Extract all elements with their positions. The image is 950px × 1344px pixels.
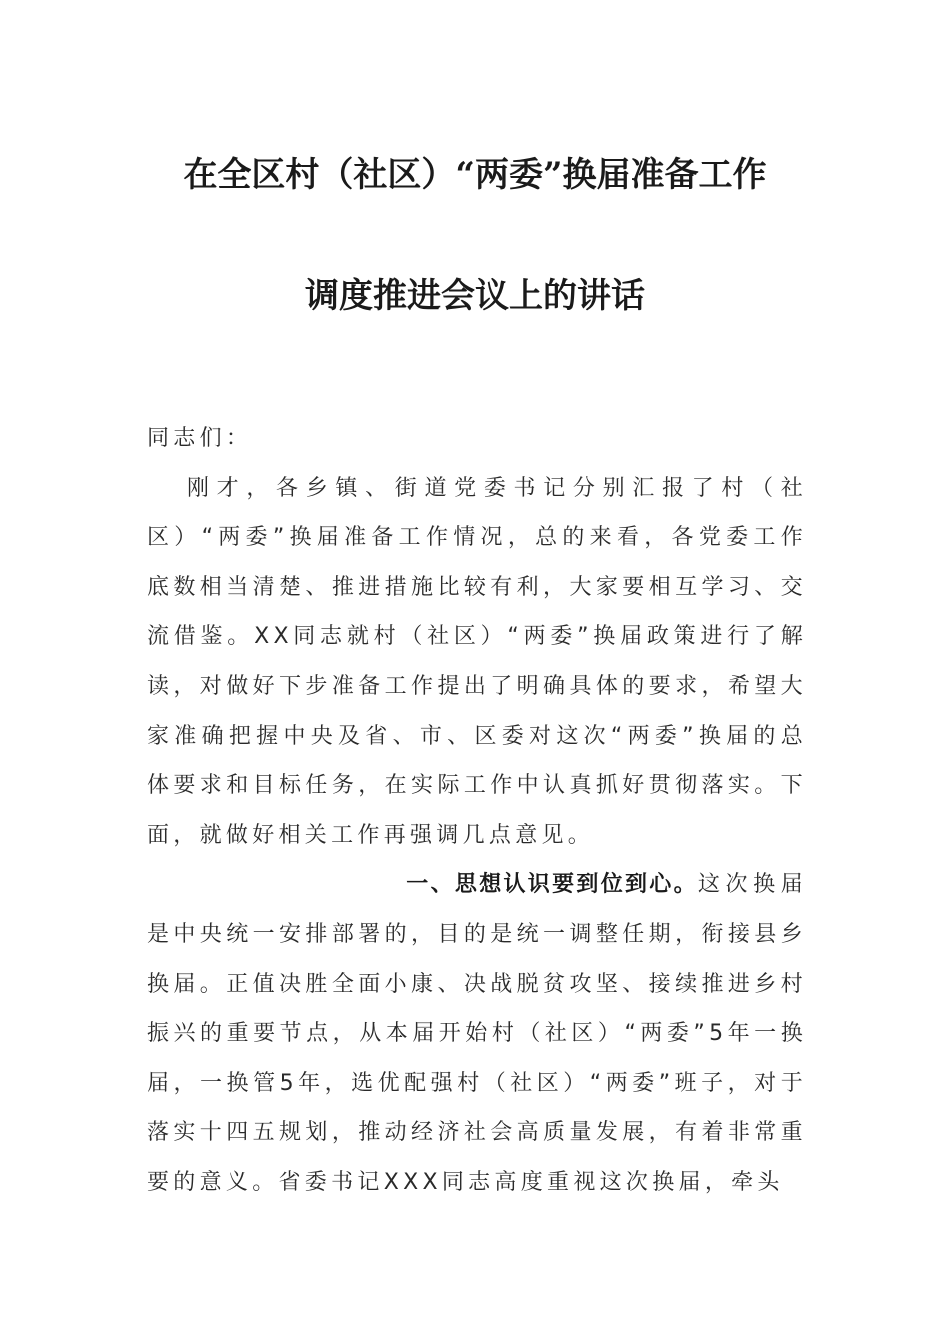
document-title-line-2: 调度推进会议上的讲话 xyxy=(305,276,645,316)
salutation: 同志们： xyxy=(147,426,253,451)
paragraph-section-1 xyxy=(147,860,807,1207)
document-title-line-1: 在全区村（社区）“两委”换届准备工作 xyxy=(183,155,767,195)
paragraph-intro: 刚才，各乡镇、街道党委书记分别汇报了村（社区）“两委”换届准备工作情况，总的来看，各党委工作底数相当清楚、推进措施比较有利，大家要相互学习、交流借鉴。XX同志就村（社区）“两委”换届政策进行了解读，对做好下步准备工作提出了明确具体的要求，希望大家准确把握中央及省、市、区委对这次“两委”换届的总体要求和目标任务，在实际工作中认真抓好贯彻落实。下面，就做好相关工作再强调几点意见。 xyxy=(147,475,807,848)
section-1-text: 这次换届是中央统一安排部署的，目的是统一调整任期，衔接县乡换届。正值决胜全面小康、决战脱贫攻坚、接续推进乡村振兴的重要节点，从本届开始村（社区）“两委”5年一换届，一换管5年，选优配强村（社区）“两委”班子，对于落实十四五规划，推动经济社会高质量发展，有着非常重要的意义。省委书记XXX同志高度重视这次换届，牵头 xyxy=(147,872,807,1195)
section-1-heading: 一、思想认识要到位到心。 xyxy=(405,872,698,898)
document-body xyxy=(147,414,807,1208)
